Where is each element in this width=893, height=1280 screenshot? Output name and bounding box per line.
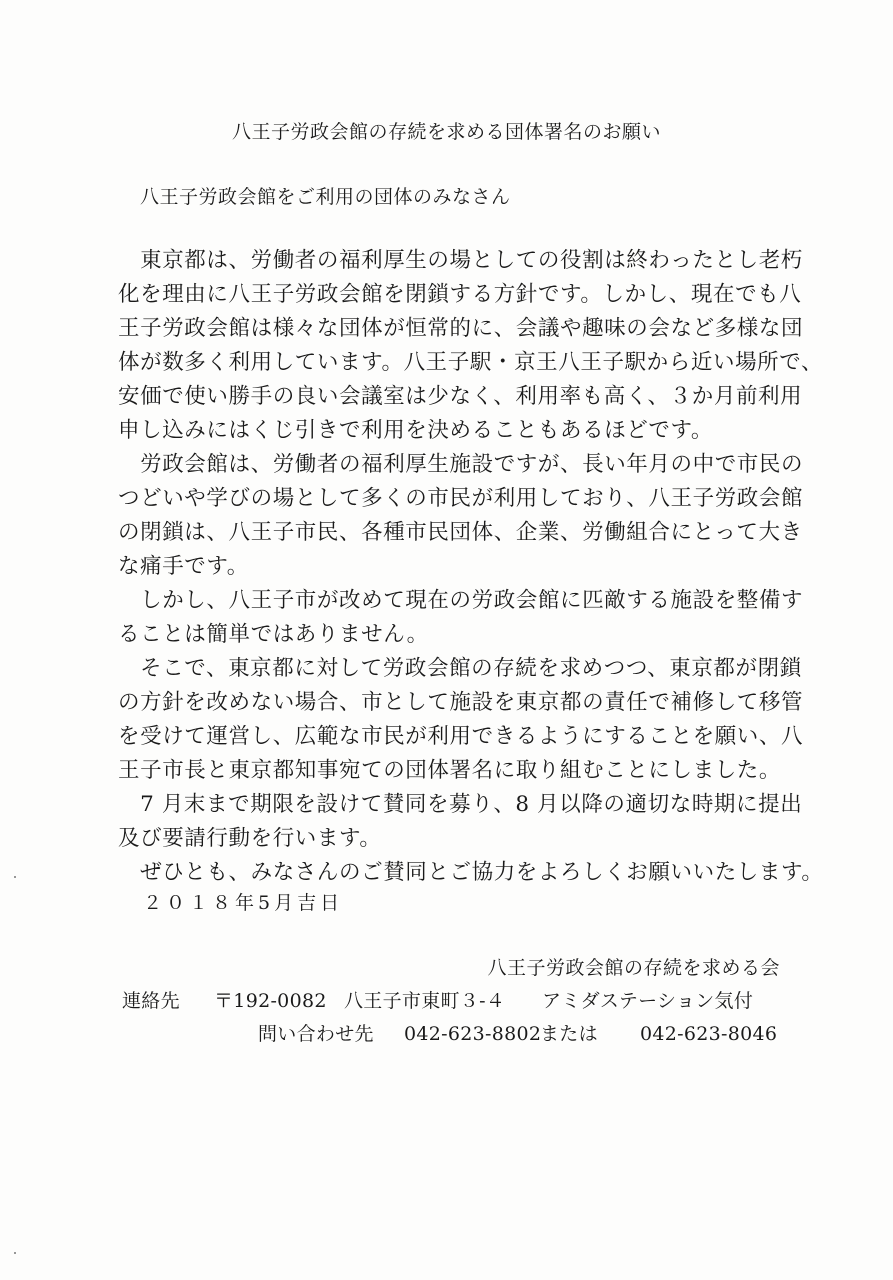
organization-name: 八王子労政会館の存続を求める会 bbox=[487, 957, 780, 979]
body-line: な痛手です。 bbox=[118, 554, 249, 579]
phone-number-2: 042-623-8046 bbox=[640, 1023, 778, 1045]
issue-date: ２０１８年5月吉日 bbox=[143, 892, 344, 914]
contact-line bbox=[122, 986, 753, 1013]
body-line: ぜひとも、みなさんのご賛同とご協力をよろしくお願いいたします。 bbox=[118, 860, 824, 885]
phone-number-1: 042-623-8802 bbox=[404, 1023, 542, 1045]
contact-address: 八王子市東町３-４ bbox=[344, 990, 506, 1012]
body-line: 東京都は、労働者の福利厚生の場としての役割は終わったとし老朽 bbox=[118, 248, 803, 273]
body-text bbox=[118, 244, 824, 890]
inquiry-label: 問い合わせ先 bbox=[258, 1023, 374, 1045]
inquiry-line bbox=[258, 1019, 777, 1046]
body-line: を受けて運営し、広範な市民が利用できるようにすることを願い、八 bbox=[118, 724, 804, 749]
care-of: アミダステーション気付 bbox=[542, 990, 754, 1012]
body-line: つどいや学びの場として多くの市民が利用しており、八王子労政会館 bbox=[118, 486, 804, 511]
contact-label: 連絡先 bbox=[122, 990, 180, 1012]
scan-speck bbox=[14, 1252, 16, 1254]
body-line: 安価で使い勝手の良い会議室は少なく、利用率も高く、３か月前利用 bbox=[118, 384, 803, 409]
body-line: の閉鎖は、八王子市民、各種市民団体、企業、労働組合にとって大き bbox=[118, 520, 803, 545]
body-line: 及び要請行動を行います。 bbox=[118, 826, 382, 851]
salutation: 八王子労政会館をご利用の団体のみなさん bbox=[140, 186, 511, 208]
body-line: しかし、八王子市が改めて現在の労政会館に匹敵する施設を整備す bbox=[118, 588, 804, 613]
or-text: または bbox=[540, 1023, 598, 1045]
postal-code: 〒192-0082 bbox=[214, 990, 327, 1012]
body-line: 王子市長と東京都知事宛ての団体署名に取り組むことにしました。 bbox=[118, 758, 782, 783]
body-line: 申し込みにはくじ引きで利用を決めることもあるほどです。 bbox=[118, 418, 713, 443]
body-line: 王子労政会館は様々な団体が恒常的に、会議や趣味の会など多様な団 bbox=[118, 316, 804, 341]
body-line: 7 月末まで期限を設けて賛同を募り、8 月以降の適切な時期に提出 bbox=[118, 792, 803, 817]
body-line: ることは簡単ではありません。 bbox=[118, 622, 429, 647]
body-line: の方針を改めない場合、市として施設を東京都の責任で補修して移管 bbox=[118, 690, 804, 715]
body-line: 化を理由に八王子労政会館を閉鎖する方針です。しかし、現在でも八 bbox=[118, 282, 802, 307]
body-line: そこで、東京都に対して労政会館の存続を求めつつ、東京都が閉鎖 bbox=[118, 656, 802, 681]
scan-speck bbox=[14, 876, 16, 878]
body-line: 体が数多く利用しています。八王子駅・京王八王子駅から近い場所で、 bbox=[118, 350, 824, 375]
document-title: 八王子労政会館の存続を求める団体署名のお願い bbox=[231, 121, 661, 143]
body-line: 労政会館は、労働者の福利厚生施設ですが、長い年月の中で市民の bbox=[118, 452, 804, 477]
